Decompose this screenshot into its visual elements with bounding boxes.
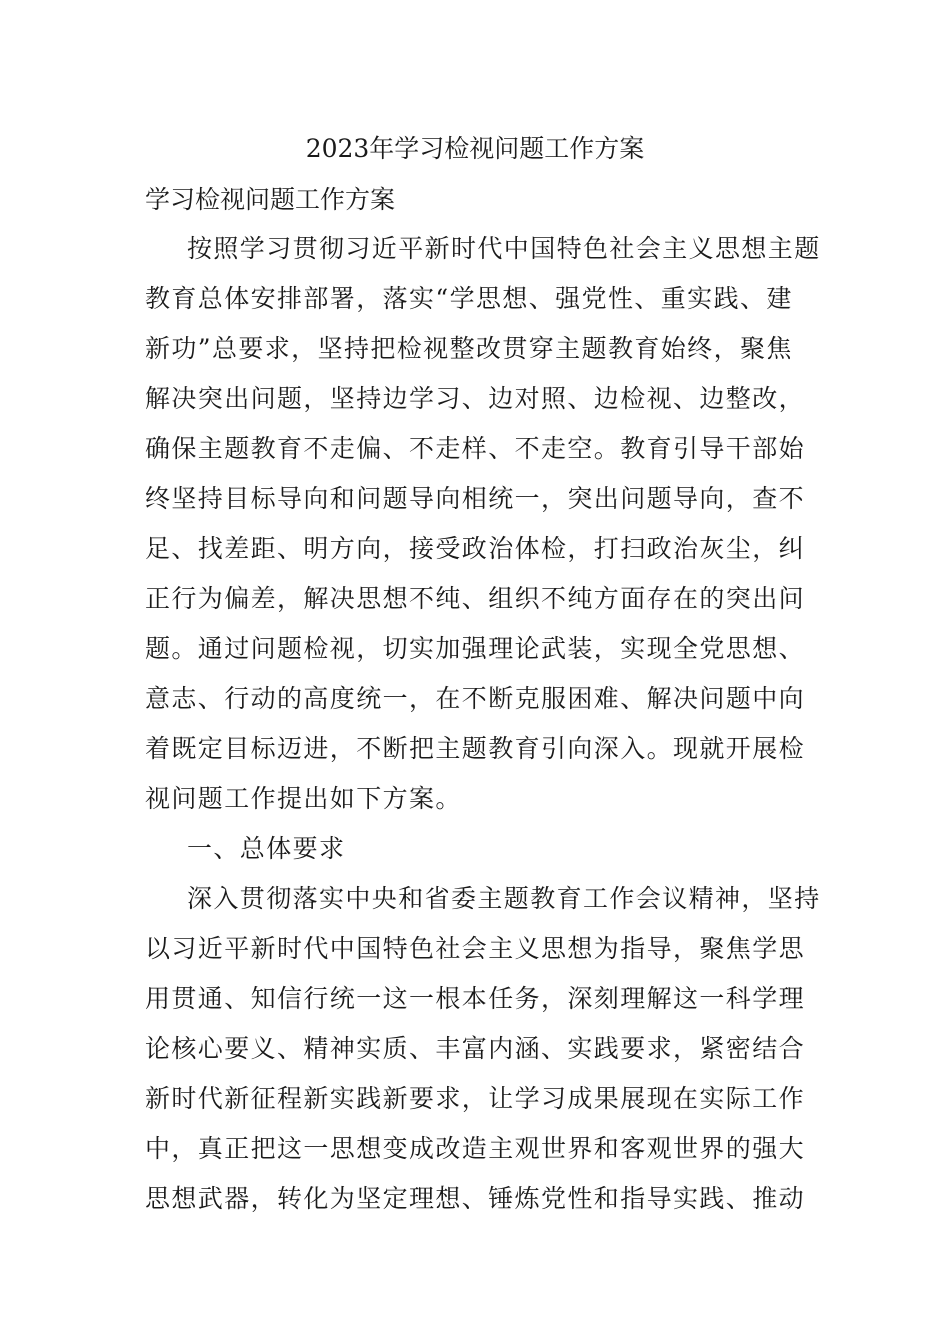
document-title: 2023年学习检视问题工作方案: [305, 134, 645, 163]
paragraph-line: 终坚持目标导向和问题导向相统一，突出问题导向，查不: [145, 484, 806, 513]
paragraph-line: 中，真正把这一思想变成改造主观世界和客观世界的强大: [145, 1134, 806, 1163]
paragraph-line: 解决突出问题，坚持边学习、边对照、边检视、边整改，: [145, 384, 806, 413]
paragraph-line: 题。通过问题检视，切实加强理论武装，实现全党思想、: [145, 634, 806, 663]
paragraph-line: 教育总体安排部署，落实“学思想、强党性、重实践、建: [145, 284, 793, 313]
section-heading: 一、总体要求: [187, 834, 346, 863]
paragraph-line: 视问题工作提出如下方案。: [145, 784, 462, 813]
paragraph-line: 用贯通、知信行统一这一根本任务，深刻理解这一科学理: [145, 984, 806, 1013]
paragraph-line: 按照学习贯彻习近平新时代中国特色社会主义思想主题: [187, 234, 821, 263]
paragraph-line: 思想武器，转化为坚定理想、锤炼党性和指导实践、推动: [145, 1184, 806, 1213]
document-subtitle: 学习检视问题工作方案: [145, 185, 396, 214]
paragraph-line: 正行为偏差，解决思想不纯、组织不纯方面存在的突出问: [145, 584, 806, 613]
paragraph-line: 新时代新征程新实践新要求，让学习成果展现在实际工作: [145, 1084, 806, 1113]
paragraph-line: 着既定目标迈进，不断把主题教育引向深入。现就开展检: [145, 734, 806, 763]
paragraph-line: 确保主题教育不走偏、不走样、不走空。教育引导干部始: [145, 434, 806, 463]
paragraph-line: 新功”总要求，坚持把检视整改贯穿主题教育始终，聚焦: [145, 334, 793, 363]
paragraph-line: 意志、行动的高度统一，在不断克服困难、解决问题中向: [145, 684, 806, 713]
paragraph-line: 论核心要义、精神实质、丰富内涵、实践要求，紧密结合: [145, 1034, 806, 1063]
paragraph-line: 深入贯彻落实中央和省委主题教育工作会议精神，坚持: [187, 884, 821, 913]
paragraph-line: 足、找差距、明方向，接受政治体检，打扫政治灰尘，纠: [145, 534, 806, 563]
paragraph-line: 以习近平新时代中国特色社会主义思想为指导，聚焦学思: [145, 934, 806, 963]
